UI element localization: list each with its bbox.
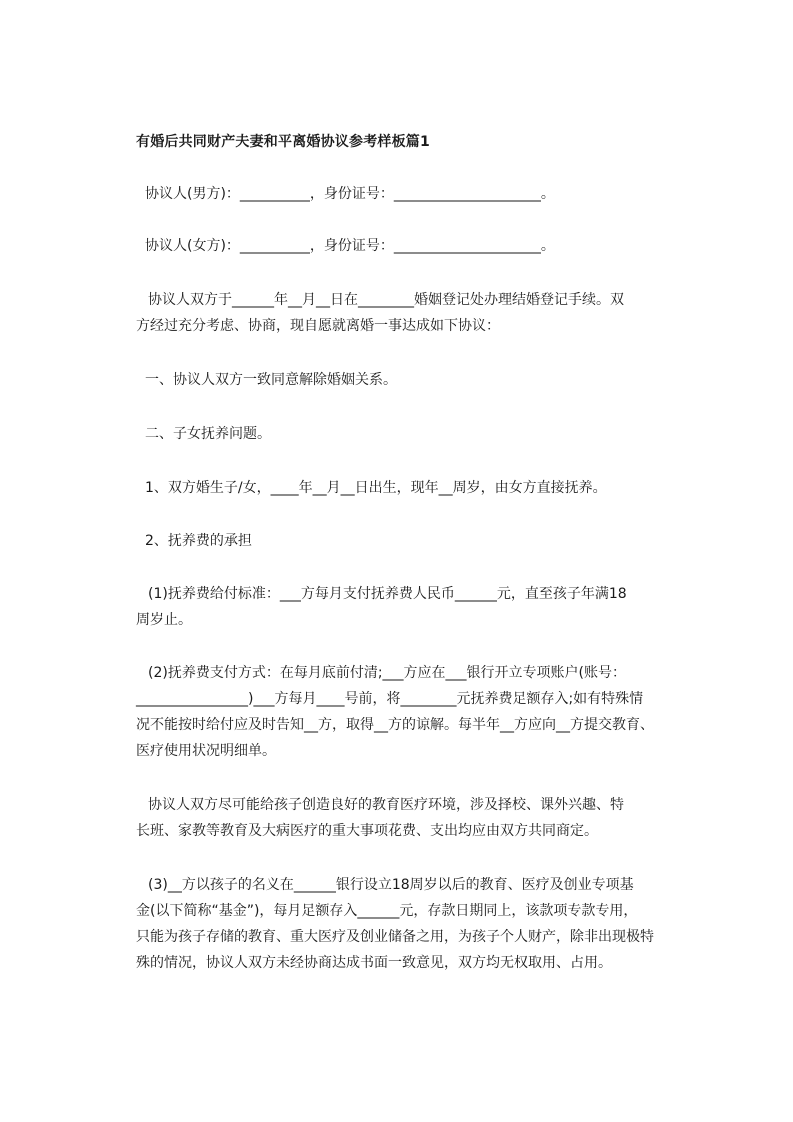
item-1-line: 1、双方婚生子/女，____年__月__日出生，现年__周岁，由女方直接抚养。 bbox=[145, 480, 607, 496]
intro-line-1: 协议人双方于______年__月__日在________婚姻登记处办理结婚登记手续。双 bbox=[148, 292, 624, 308]
education-line-2: 长班、家教等教育及大病医疗的重大事项花费、支出均应由双方共同商定。 bbox=[136, 823, 598, 839]
clause-2-line: 二、子女抚养问题。 bbox=[145, 426, 271, 442]
party-male-line: 协议人(男方)：__________，身份证号：_____________________。 bbox=[145, 186, 555, 202]
sub-2-line-1: (2)抚养费支付方式：在每月底前付清;___方应在___银行开立专项账户(账号： bbox=[148, 665, 627, 681]
sub-3-line-1: (3)__方以孩子的名义在______银行设立18周岁以后的教育、医疗及创业专项基 bbox=[148, 877, 634, 893]
sub-2-line-2: ________________)___方每月____号前，将________元抚养费足额存入;如有特殊情 bbox=[136, 691, 644, 707]
party-female-line: 协议人(女方)：__________，身份证号：_____________________。 bbox=[145, 238, 555, 254]
sub-1-line-1: (1)抚养费给付标准：___方每月支付抚养费人民币______元，直至孩子年满18 bbox=[148, 586, 627, 602]
education-line-1: 协议人双方尽可能给孩子创造良好的教育医疗环境，涉及择校、课外兴趣、特 bbox=[148, 797, 624, 813]
sub-3-line-2: 金(以下简称“基金”)，每月足额存入______元，存款日期同上，该款项专款专用， bbox=[136, 903, 638, 919]
intro-line-2: 方经过充分考虑、协商，现自愿就离婚一事达成如下协议： bbox=[136, 318, 500, 334]
sub-2-line-4: 医疗使用状况明细单。 bbox=[136, 743, 276, 759]
sub-2-line-3: 况不能按时给付应及时告知__方，取得__方的谅解。每半年__方应向__方提交教育、 bbox=[136, 717, 654, 733]
item-2-line: 2、抚养费的承担 bbox=[145, 533, 252, 549]
sub-3-line-4: 殊的情况，协议人双方未经协商达成书面一致意见，双方均无权取用、占用。 bbox=[136, 955, 612, 971]
sub-3-line-3: 只能为孩子存储的教育、重大医疗及创业储备之用，为孩子个人财产，除非出现极特 bbox=[136, 929, 654, 945]
clause-1-line: 一、协议人双方一致同意解除婚姻关系。 bbox=[145, 372, 397, 388]
sub-1-line-2: 周岁止。 bbox=[136, 612, 192, 628]
document-title: 有婚后共同财产夫妻和平离婚协议参考样板篇1 bbox=[136, 134, 430, 150]
